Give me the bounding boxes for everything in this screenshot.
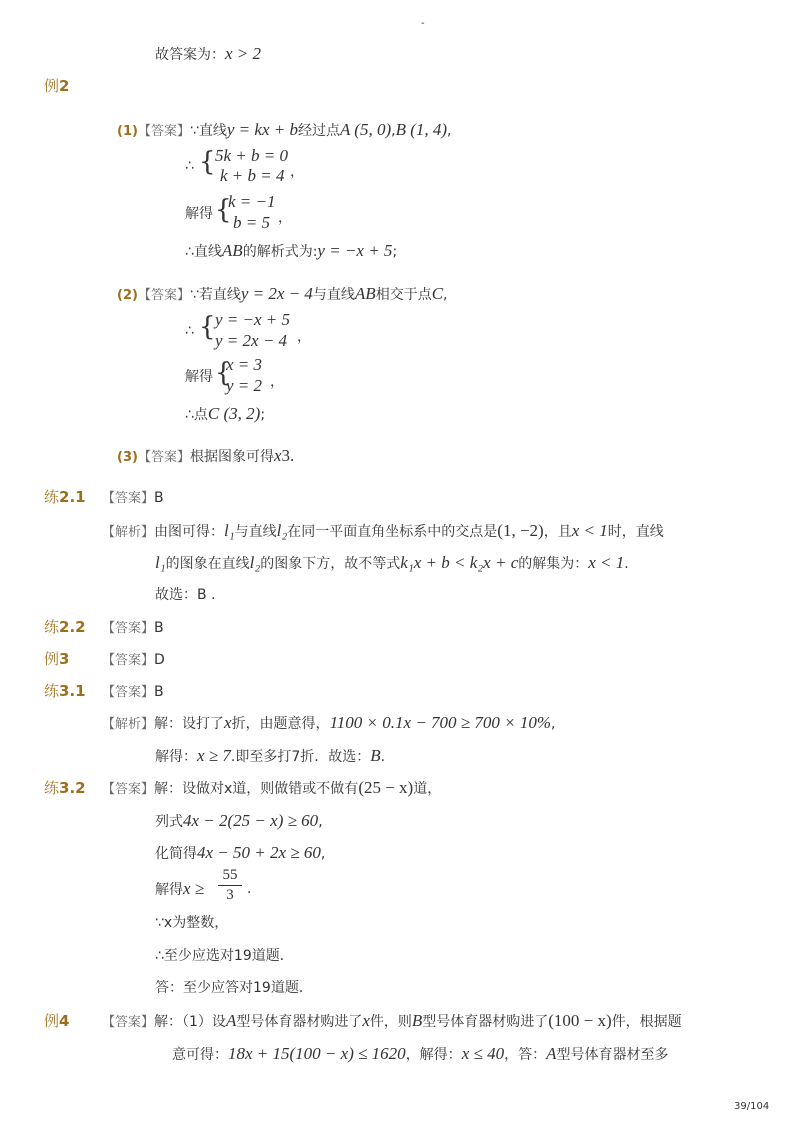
text: 折，由题意得， <box>231 716 330 732</box>
ex2-part1-tag: 【答案】 <box>137 124 190 139</box>
label-prefix: 例 <box>44 650 60 668</box>
practice-2-1-explain-line3: 故选：B . <box>155 587 216 603</box>
text: 列式 <box>155 814 183 830</box>
left-brace-icon: { <box>215 358 232 388</box>
practice-2-1-explain-line1 <box>102 521 664 543</box>
solve-label: 解得 <box>185 369 213 385</box>
text: 根据图象可得 <box>189 449 274 465</box>
math: A (5, 0) <box>339 120 392 139</box>
math: AB <box>354 284 376 303</box>
label-prefix: 练 <box>44 488 60 506</box>
explain-tag: 【解析】 <box>102 525 155 540</box>
example-2-label-num: 2 <box>59 77 70 95</box>
intro-answer-line <box>155 44 261 65</box>
left-brace-icon: { <box>199 147 216 177</box>
text: 与直线 <box>312 287 355 303</box>
text: . <box>624 556 629 572</box>
left-brace-icon: { <box>199 312 216 342</box>
math: 4x − 50 + 2x ≥ 60 <box>197 843 321 862</box>
text: 由图可得： <box>154 524 225 540</box>
text: 的解析式为: <box>242 244 318 260</box>
text: 与直线 <box>234 524 277 540</box>
math: A <box>225 1011 237 1030</box>
math: (25 − x) <box>358 778 414 797</box>
practice-3-1-explain-line1 <box>102 713 555 735</box>
example-4-label <box>44 1011 69 1032</box>
text: ∵若直线 <box>189 287 241 303</box>
label-num: 3 <box>59 650 70 668</box>
math: l₂ <box>276 521 288 540</box>
practice-2-1-answer <box>102 488 164 509</box>
answer-tag: 【答案】 <box>102 1015 155 1030</box>
math: 3. <box>281 446 295 465</box>
practice-3-1-answer <box>102 682 164 703</box>
comma: ， <box>297 329 311 345</box>
answer-tag: 【答案】 <box>102 491 155 506</box>
math: (1, −2) <box>497 521 544 540</box>
fraction-numerator: 55 <box>222 867 238 883</box>
answer-value: B <box>154 684 164 700</box>
comma: ， <box>270 374 284 390</box>
answer-tag: 【答案】 <box>102 782 155 797</box>
math: B (1, 4) <box>395 120 448 139</box>
intro-math: x > 2 <box>225 44 262 63</box>
math: y = −x + 5 <box>317 241 393 260</box>
ex2-part2-line4 <box>185 404 265 425</box>
text: 件，则 <box>369 1014 412 1030</box>
math: x ≥ 7 <box>197 746 231 765</box>
text: 解得 <box>155 882 183 898</box>
period: . <box>247 881 252 897</box>
ex2-part1-num: (1) <box>117 124 138 139</box>
answer-tag: 【答案】 <box>102 685 155 700</box>
comma: ， <box>278 210 292 226</box>
text: 时，直线 <box>607 524 664 540</box>
math: l₁ <box>224 521 235 540</box>
system-sol-bottom: y = 2 <box>226 376 263 395</box>
text: ，答： <box>504 1047 547 1063</box>
practice-2-1-label <box>44 487 86 508</box>
example-2-label-prefix: 例 <box>44 77 60 95</box>
fraction-denominator: 3 <box>226 887 234 903</box>
text: , <box>447 123 452 139</box>
fraction-55-over-3 <box>218 867 242 904</box>
text: ，解得： <box>405 1047 462 1063</box>
text: 型号体育器材购进了 <box>236 1014 363 1030</box>
practice-3-2-line4 <box>155 879 204 900</box>
text: 在同一平面直角坐标系中的交点是 <box>287 524 498 540</box>
math: x < 1 <box>571 521 608 540</box>
text: 的解集为： <box>518 556 589 572</box>
math: (100 − x) <box>548 1011 612 1030</box>
math: B <box>370 746 381 765</box>
example-3-label <box>44 649 69 670</box>
math: C (3, 2) <box>207 404 261 423</box>
text: , <box>443 287 448 303</box>
text: 型号体育器材购进了 <box>422 1014 549 1030</box>
text: 解：设做对x道，则做错或不做有 <box>154 781 359 797</box>
comma: ， <box>290 164 304 180</box>
system-sol-top: k = −1 <box>228 192 276 211</box>
label-prefix: 练 <box>44 779 60 797</box>
math: 4x − 2(25 − x) ≥ 60 <box>183 811 319 830</box>
practice-3-2-line2 <box>155 811 323 832</box>
system-eq-bottom: k + b = 4 <box>220 166 285 185</box>
text: 意可得： <box>172 1047 228 1063</box>
example-3-answer <box>102 650 165 671</box>
label-prefix: 练 <box>44 682 60 700</box>
example-4-line2 <box>172 1044 668 1065</box>
text: 解得： <box>155 749 197 765</box>
practice-3-2-line1 <box>102 778 441 800</box>
answer-value: B <box>154 490 164 506</box>
answer-value: D <box>154 652 165 668</box>
intro-text: 故答案为： <box>155 47 225 63</box>
practice-3-1-explain-line2 <box>155 746 385 767</box>
math: x <box>224 713 232 732</box>
ex2-part3-tag: 【答案】 <box>137 450 190 465</box>
practice-3-2-line7: 答：至少应答对19道题． <box>155 980 313 996</box>
system-eq-top: y = −x + 5 <box>215 310 291 329</box>
system-sol-top: x = 3 <box>226 355 263 374</box>
text: , <box>320 846 326 862</box>
therefore-symbol: ∴ <box>185 323 194 339</box>
ex2-part2-num: (2) <box>117 288 138 303</box>
ex2-part1-line4 <box>185 241 397 262</box>
explain-tag: 【解析】 <box>102 717 155 732</box>
text: ; <box>392 244 398 260</box>
ex2-part3-line <box>117 446 294 468</box>
answer-tag: 【答案】 <box>102 653 155 668</box>
system-sol-bottom: b = 5 <box>233 213 270 232</box>
label-num: 2.1 <box>59 488 86 506</box>
text: 解：（1）设 <box>154 1014 226 1030</box>
practice-3-2-label <box>44 778 86 799</box>
label-num: 3.2 <box>59 779 86 797</box>
text: ; <box>260 407 266 423</box>
text: ∴点 <box>185 407 208 423</box>
text: , <box>391 123 396 139</box>
text: 经过点 <box>297 123 340 139</box>
therefore-symbol: ∴ <box>185 158 194 174</box>
text: 型号体育器材至多 <box>556 1047 669 1063</box>
text: ∴直线 <box>185 244 222 260</box>
answer-value: B <box>154 620 164 636</box>
practice-2-2-label <box>44 617 86 638</box>
fraction-bar <box>218 885 242 886</box>
system-eq-top: 5k + b = 0 <box>215 146 288 165</box>
text: , <box>318 814 323 830</box>
math: B <box>411 1011 423 1030</box>
label-num: 2.2 <box>59 618 86 636</box>
ex2-part1-line1 <box>117 120 452 142</box>
solve-label: 解得 <box>185 206 213 222</box>
practice-2-1-explain-line2 <box>155 553 629 574</box>
math: l₂ <box>249 553 261 572</box>
text: . <box>380 749 386 765</box>
page-number: 39/104 <box>734 1101 770 1112</box>
text: .即至多打7折．故选： <box>230 749 371 765</box>
math: x <box>273 446 282 465</box>
text: 的图象下方，故不等式 <box>260 556 401 572</box>
math: k₁x + b < k₂x + c <box>400 553 519 572</box>
left-brace-icon: { <box>215 195 232 225</box>
math: x ≤ 40 <box>461 1044 505 1063</box>
math: x <box>362 1011 370 1030</box>
top-mark: - <box>421 18 425 29</box>
math: y = 2x − 4 <box>240 284 313 303</box>
system-eq-bottom: y = 2x − 4 <box>215 331 288 350</box>
ex2-part2-line1 <box>117 284 448 306</box>
text: 的图象在直线 <box>165 556 250 572</box>
label-num: 4 <box>59 1012 70 1030</box>
practice-3-1-label <box>44 681 86 702</box>
math: AB <box>221 241 243 260</box>
ex2-part2-tag: 【答案】 <box>137 288 190 303</box>
math: 1100 × 0.1x − 700 ≥ 700 × 10% <box>329 713 552 732</box>
text: 件，根据题 <box>611 1014 682 1030</box>
example-2-label <box>44 76 69 97</box>
answer-tag: 【答案】 <box>102 621 155 636</box>
text: 化简得 <box>155 846 197 862</box>
text: , <box>551 716 556 732</box>
practice-3-2-line6: ∴至少应选对19道题． <box>155 948 294 964</box>
math: l₁ <box>155 553 166 572</box>
math: y = kx + b <box>226 120 298 139</box>
math: x < 1 <box>588 553 625 572</box>
math: x ≥ <box>183 879 205 898</box>
math: 18x + 15(100 − x) ≤ 1620 <box>228 1044 406 1063</box>
text: 相交于点 <box>375 287 432 303</box>
text: 解：设打了 <box>154 716 225 732</box>
math: A <box>546 1044 557 1063</box>
math: C <box>431 284 444 303</box>
practice-2-2-answer <box>102 618 164 639</box>
practice-3-2-line5: ∵x为整数， <box>155 915 229 931</box>
text: 道， <box>413 781 442 797</box>
ex2-part3-num: (3) <box>117 450 138 465</box>
text: ∵直线 <box>189 123 227 139</box>
example-4-line1 <box>102 1011 682 1033</box>
text: ，且 <box>543 524 572 540</box>
label-num: 3.1 <box>59 682 86 700</box>
label-prefix: 例 <box>44 1012 60 1030</box>
label-prefix: 练 <box>44 618 60 636</box>
practice-3-2-line3 <box>155 843 325 864</box>
